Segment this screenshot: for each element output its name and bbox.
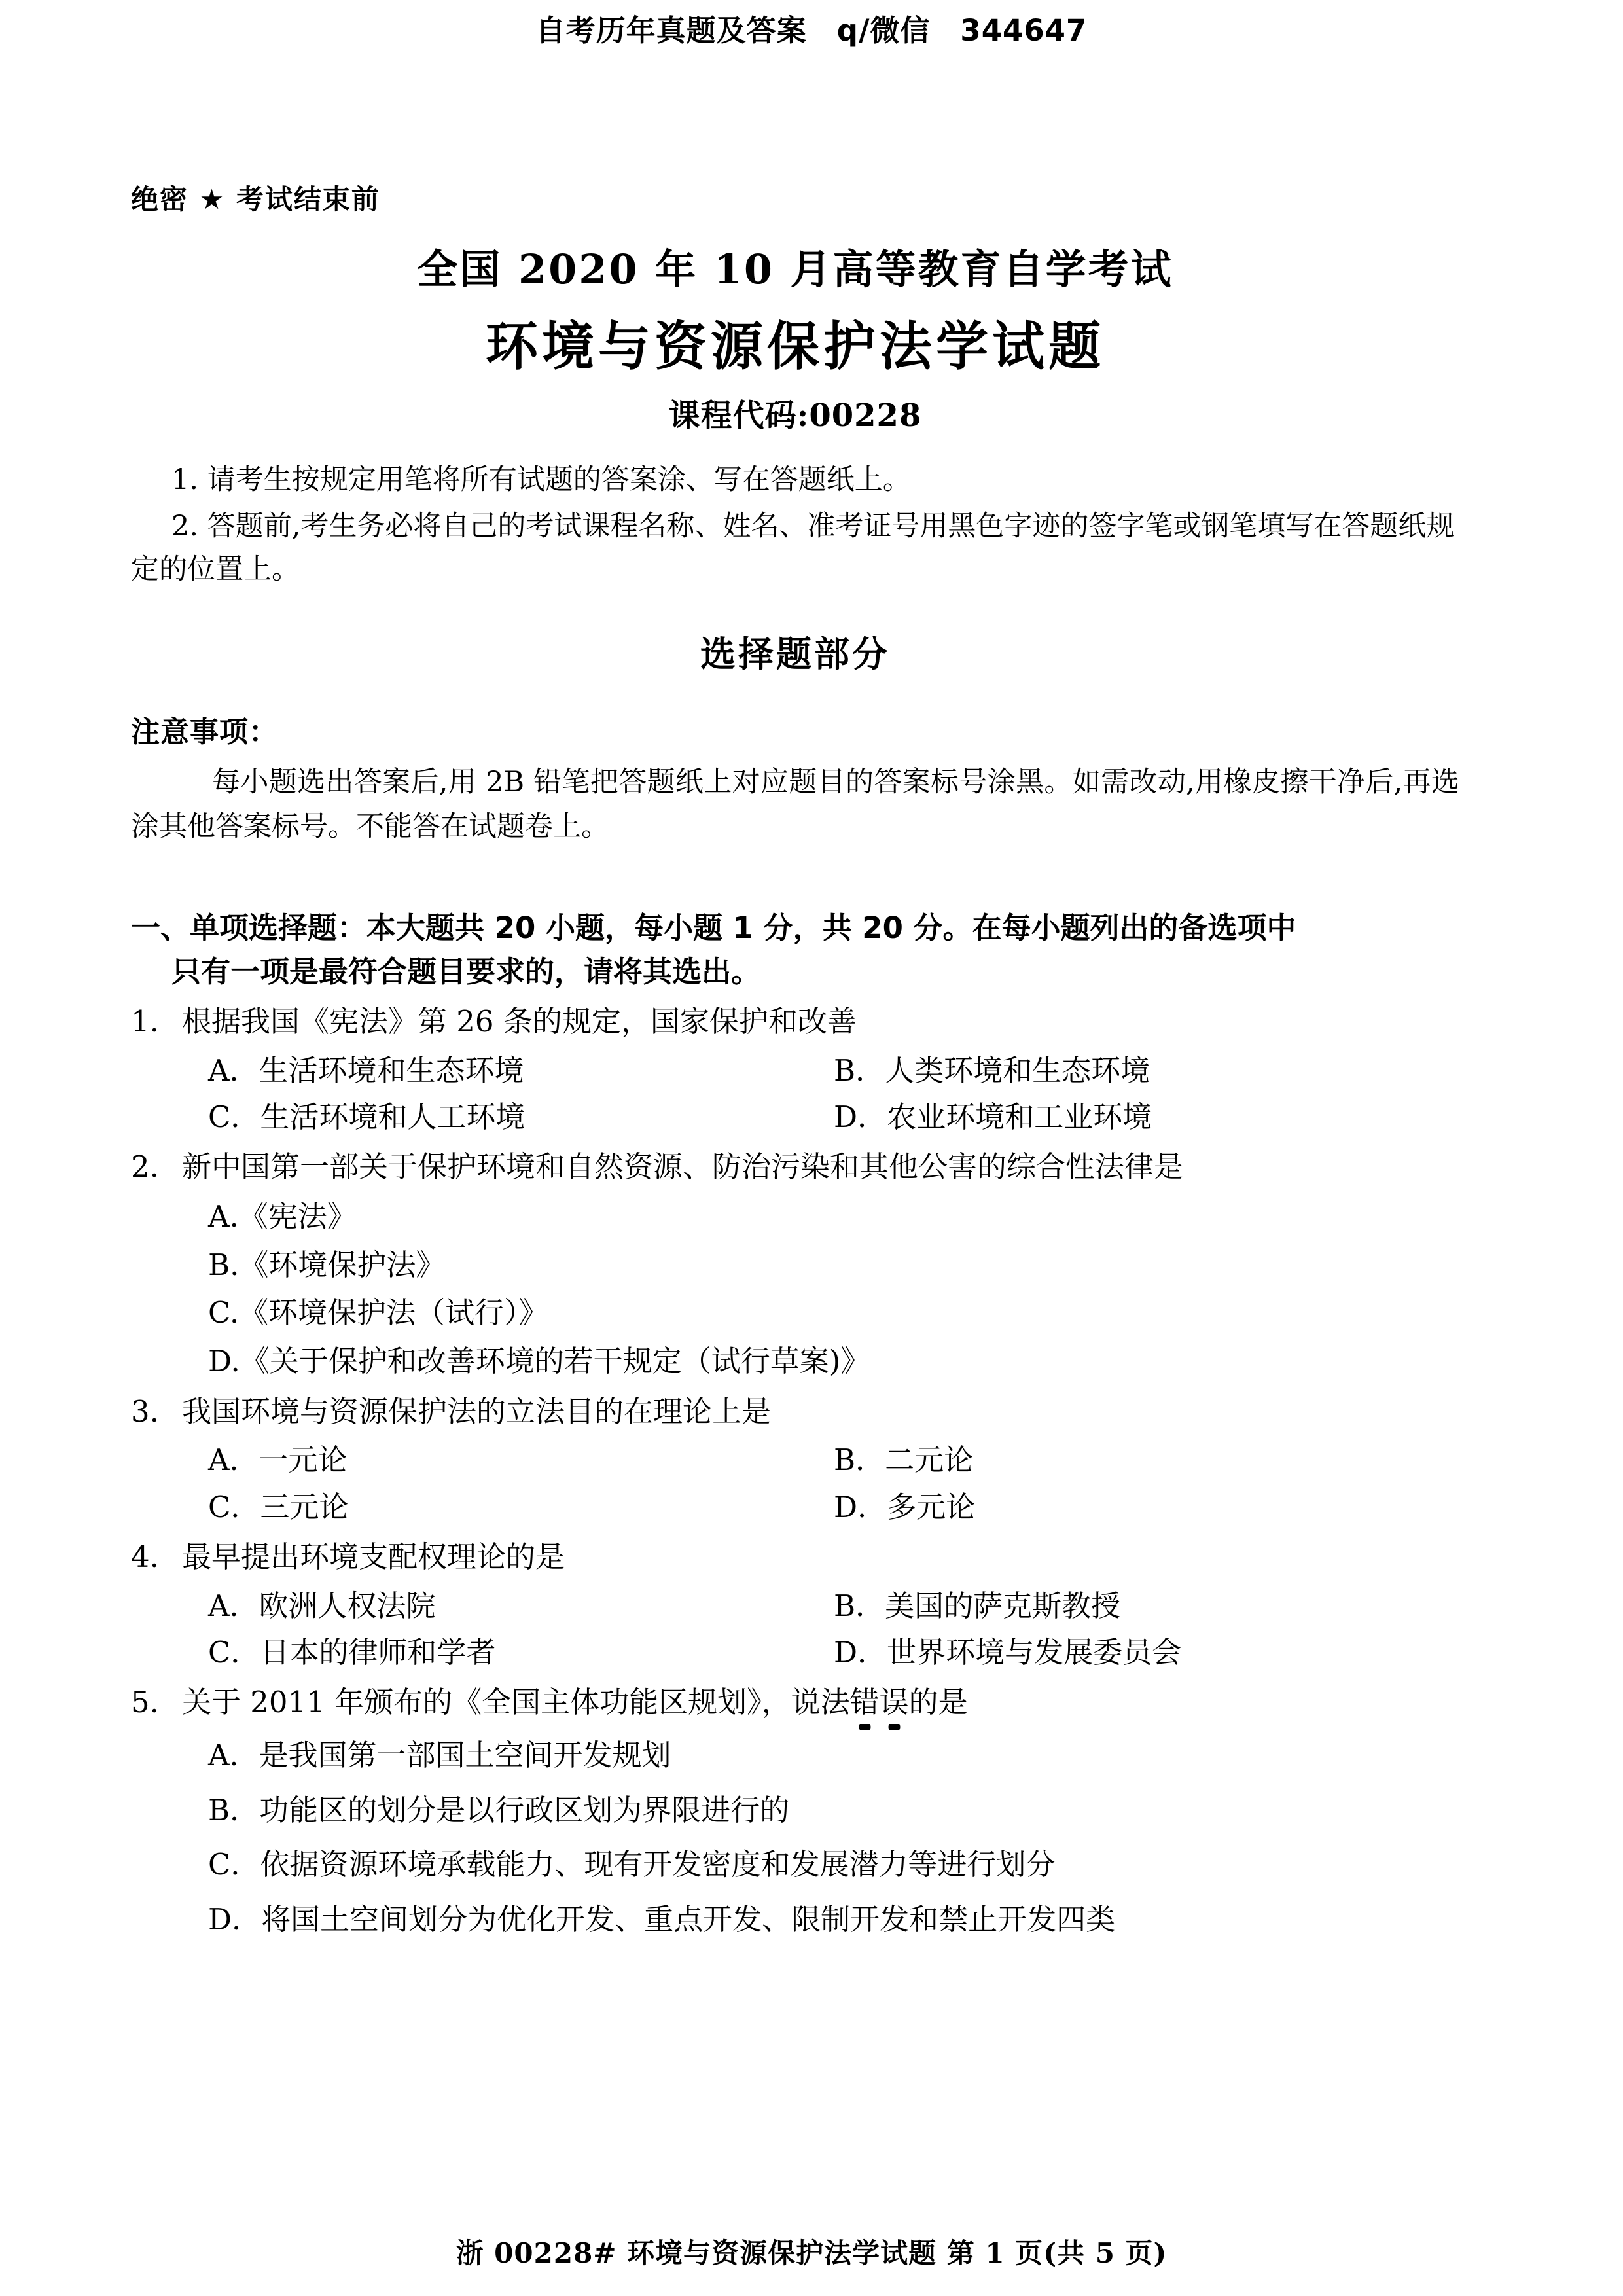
question-stem (131, 1146, 1459, 1189)
option-item[interactable]: D．世界环境与发展委员会 (834, 1635, 1182, 1670)
option-item[interactable]: D．多元论 (834, 1490, 976, 1525)
part-one-heading (131, 906, 1459, 994)
section-title-choice: 选择题部分 (700, 634, 890, 675)
option-item[interactable]: B．功能区的划分是以行政区划为界限进行的 (208, 1792, 790, 1827)
option-item[interactable]: C．依据资源环境承载能力、现有开发密度和发展潜力等进行划分 (208, 1847, 1056, 1882)
option-item[interactable]: A．欧洲人权法院 (208, 1588, 436, 1623)
page-content (131, 0, 1459, 1947)
question-stem (131, 1681, 1459, 1724)
question-number: 1. (131, 1003, 159, 1039)
option-item[interactable]: B．美国的萨克斯教授 (834, 1588, 1121, 1623)
question-stem (131, 1536, 1459, 1579)
question-list (131, 1001, 1459, 1947)
page-footer: 浙 00228# 环境与资源保护法学试题 第 1 页(共 5 页) (455, 2237, 1168, 2269)
question (131, 1146, 1459, 1386)
question (131, 1001, 1459, 1141)
option-item[interactable]: D.《关于保护和改善环境的若干规定（试行草案)》 (208, 1343, 870, 1378)
part-one-heading-line1: 一、单项选择题：本大题共 20 小题，每小题 1 分，共 20 分。在每小题列出的备选项中 (131, 910, 1296, 945)
question-stem (131, 1391, 1459, 1433)
option-item[interactable]: C．日本的律师和学者 (208, 1635, 496, 1670)
notice-item-2: 2. 答题前,考生务必将自己的考试课程名称、姓名、准考证号用黑色字迹的签字笔或钢笔填写在答题纸规定的位置上。 (131, 510, 1455, 586)
option-item[interactable]: C.《环境保护法（试行）》 (208, 1295, 548, 1331)
question-text-part: 的是 (908, 1685, 968, 1720)
option-item[interactable]: B．二元论 (834, 1443, 974, 1478)
option-list (131, 1583, 1459, 1676)
question-number: 3. (131, 1393, 159, 1429)
question-text (182, 1681, 1459, 1724)
option-item[interactable]: C．三元论 (208, 1490, 349, 1525)
option-list (131, 1047, 1459, 1141)
option-list (131, 1193, 1459, 1386)
attention-label: 注意事项： (131, 715, 278, 749)
notice-item-1: 1. 请考生按规定用笔将所有试题的答案涂、写在答题纸上。 (171, 463, 911, 496)
option-list (131, 1728, 1459, 1947)
question (131, 1391, 1459, 1531)
question-stem (131, 1001, 1459, 1043)
option-item[interactable]: D．将国土空间划分为优化开发、重点开发、限制开发和禁止开发四类 (208, 1901, 1116, 1937)
option-item[interactable]: A.《宪法》 (208, 1198, 357, 1234)
attention-body: 每小题选出答案后,用 2B 铅笔把答题纸上对应题目的答案标号涂黑。如需改动,用橡皮擦干净后,再选涂其他答案标号。不能答在试题卷上。 (131, 766, 1459, 844)
confidential-notice: 绝密 ★ 考试结束前 (131, 183, 380, 215)
question-number: 2. (131, 1149, 159, 1185)
scan-watermark-header: 自考历年真题及答案 q/微信 344647 (535, 13, 1088, 48)
option-item[interactable]: B.《环境保护法》 (208, 1247, 446, 1282)
option-item[interactable]: A．生活环境和生态环境 (208, 1052, 524, 1088)
question-number: 4. (131, 1539, 159, 1574)
course-code: 课程代码:00228 (668, 397, 922, 434)
option-item[interactable]: A．是我国第一部国土空间开发规划 (208, 1737, 671, 1772)
question (131, 1681, 1459, 1947)
option-list (131, 1437, 1459, 1530)
question-text: 根据我国《宪法》第 26 条的规定，国家保护和改善 (182, 1003, 857, 1039)
question-emphasis: 错误 (849, 1685, 909, 1720)
general-notices (131, 459, 1459, 591)
option-item[interactable]: D．农业环境和工业环境 (834, 1100, 1152, 1135)
option-item[interactable]: B．人类环境和生态环境 (834, 1052, 1150, 1088)
question-text: 我国环境与资源保护法的立法目的在理论上是 (182, 1393, 772, 1429)
exam-title: 全国 2020 年 10 月高等教育自学考试 (417, 245, 1173, 293)
option-item[interactable]: C．生活环境和人工环境 (208, 1100, 526, 1135)
question (131, 1536, 1459, 1676)
part-one-heading-line2: 只有一项是最符合题目要求的，请将其选出。 (171, 954, 761, 990)
question-text-part: 关于 2011 年颁布的《全国主体功能区规划》，说法 (182, 1685, 850, 1720)
option-item[interactable]: A．一元论 (208, 1443, 348, 1478)
question-number: 5. (131, 1685, 159, 1720)
paper-title: 环境与资源保护法学试题 (486, 316, 1105, 377)
question-text: 最早提出环境支配权理论的是 (182, 1539, 565, 1574)
question-text: 新中国第一部关于保护环境和自然资源、防治污染和其他公害的综合性法律是 (182, 1149, 1184, 1185)
